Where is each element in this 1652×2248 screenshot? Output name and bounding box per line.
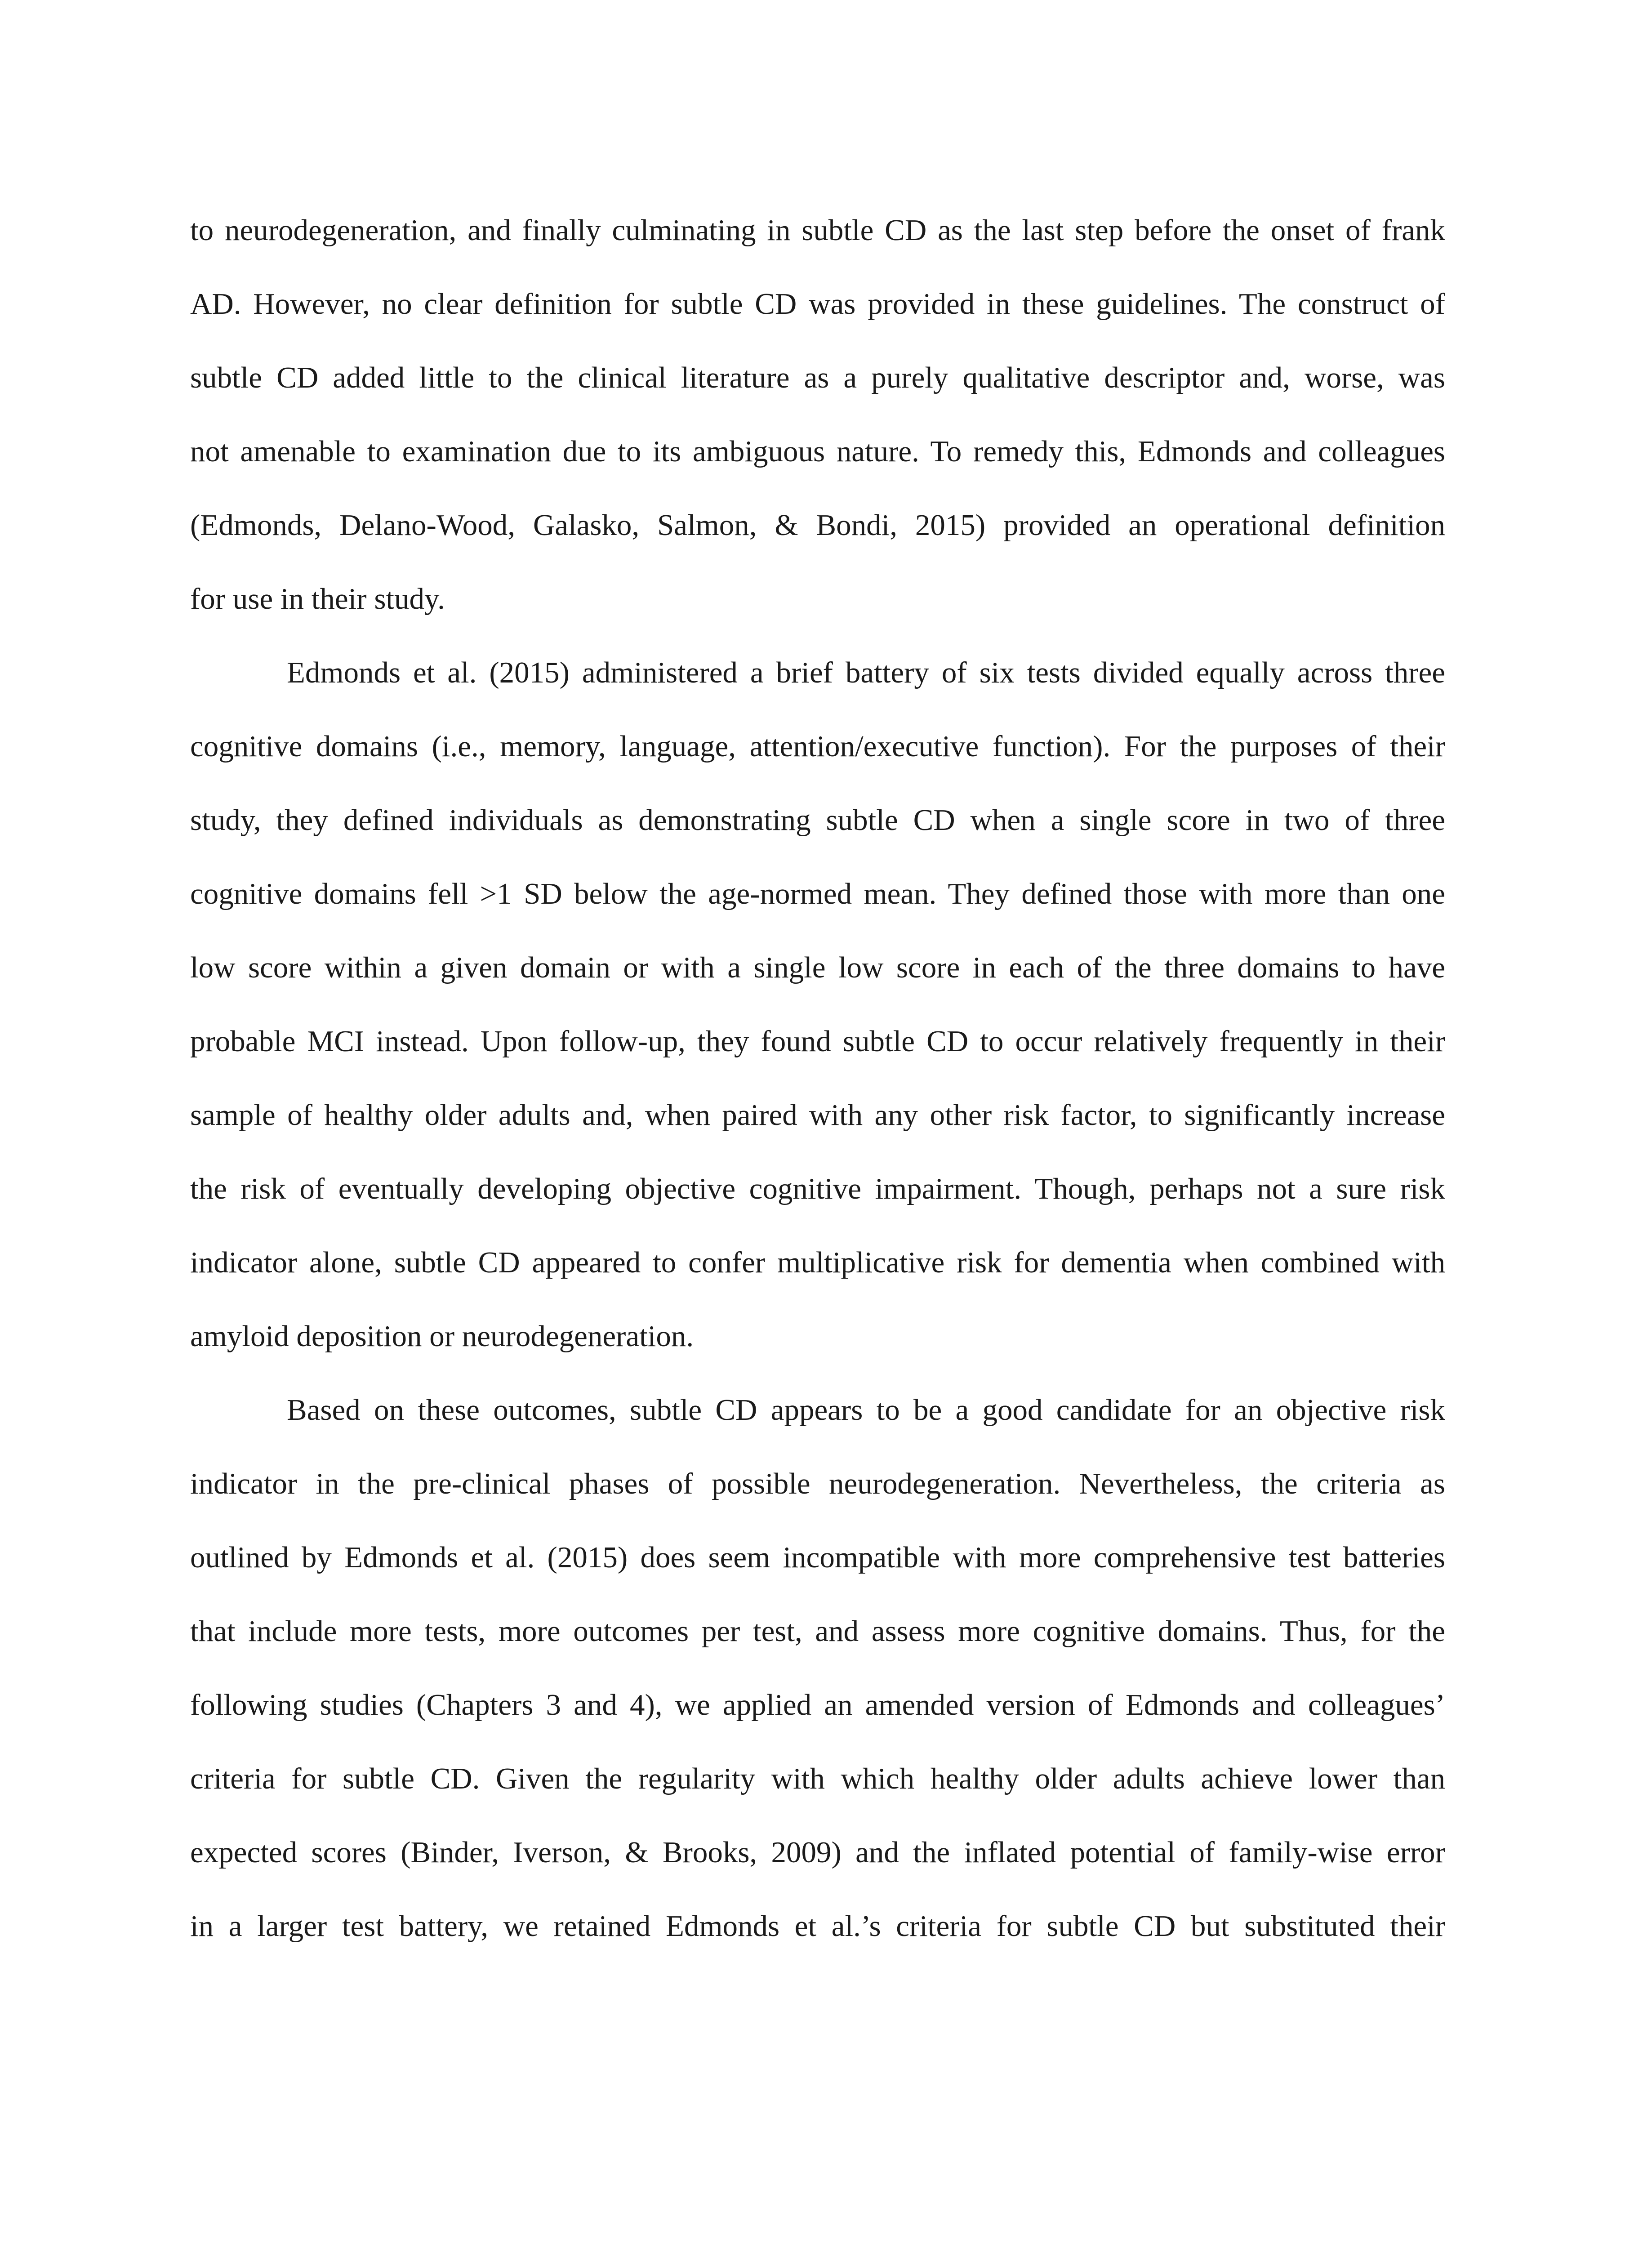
paragraph <box>190 1373 1445 1963</box>
text-line: probable MCI instead. Upon follow-up, they found subtle CD to occur relatively frequently in their <box>190 1025 1445 1058</box>
text-line: cognitive domains (i.e., memory, language, attention/executive function). For the purposes of their <box>190 730 1445 763</box>
text-line: indicator alone, subtle CD appeared to confer multiplicative risk for dementia when combined with <box>190 1246 1445 1279</box>
text-line: (Edmonds, Delano-Wood, Galasko, Salmon, & Bondi, 2015) provided an operational definition <box>190 508 1445 542</box>
body-text <box>190 193 1445 1963</box>
text-line: amyloid deposition or neurodegeneration. <box>190 1320 694 1353</box>
text-line: study, they defined individuals as demonstrating subtle CD when a single score in two of three <box>190 803 1445 837</box>
text-line: low score within a given domain or with a single low score in each of the three domains to have <box>190 951 1445 984</box>
text-line: that include more tests, more outcomes per test, and assess more cognitive domains. Thus, for the <box>190 1615 1445 1648</box>
text-line: Edmonds et al. (2015) administered a brief battery of six tests divided equally across three <box>287 656 1445 689</box>
text-line: outlined by Edmonds et al. (2015) does seem incompatible with more comprehensive test batteries <box>190 1541 1445 1574</box>
text-line: in a larger test battery, we retained Edmonds et al.’s criteria for subtle CD but substituted their <box>190 1909 1445 1943</box>
text-line: the risk of eventually developing objective cognitive impairment. Though, perhaps not a sure risk <box>190 1172 1445 1205</box>
paragraph <box>190 636 1445 1373</box>
text-line: indicator in the pre-clinical phases of possible neurodegeneration. Nevertheless, the criteria as <box>190 1467 1445 1500</box>
text-line: AD. However, no clear definition for subtle CD was provided in these guidelines. The construct of <box>190 287 1445 321</box>
text-line: Based on these outcomes, subtle CD appears to be a good candidate for an objective risk <box>287 1393 1445 1427</box>
text-line: following studies (Chapters 3 and 4), we applied an amended version of Edmonds and colleagues’ <box>190 1688 1445 1722</box>
text-line: subtle CD added little to the clinical literature as a purely qualitative descriptor and, worse, was <box>190 361 1445 394</box>
text-line: not amenable to examination due to its ambiguous nature. To remedy this, Edmonds and colleagues <box>190 435 1445 468</box>
text-line: sample of healthy older adults and, when paired with any other risk factor, to significantly increase <box>190 1098 1445 1132</box>
text-line: cognitive domains fell >1 SD below the age-normed mean. They defined those with more than one <box>190 877 1445 910</box>
text-line: expected scores (Binder, Iverson, & Brooks, 2009) and the inflated potential of family-wise error <box>190 1836 1445 1869</box>
text-line: to neurodegeneration, and finally culminating in subtle CD as the last step before the onset of frank <box>190 214 1445 247</box>
paragraph <box>190 193 1445 636</box>
text-line: for use in their study. <box>190 582 445 616</box>
text-line: criteria for subtle CD. Given the regularity with which healthy older adults achieve lower than <box>190 1762 1445 1795</box>
